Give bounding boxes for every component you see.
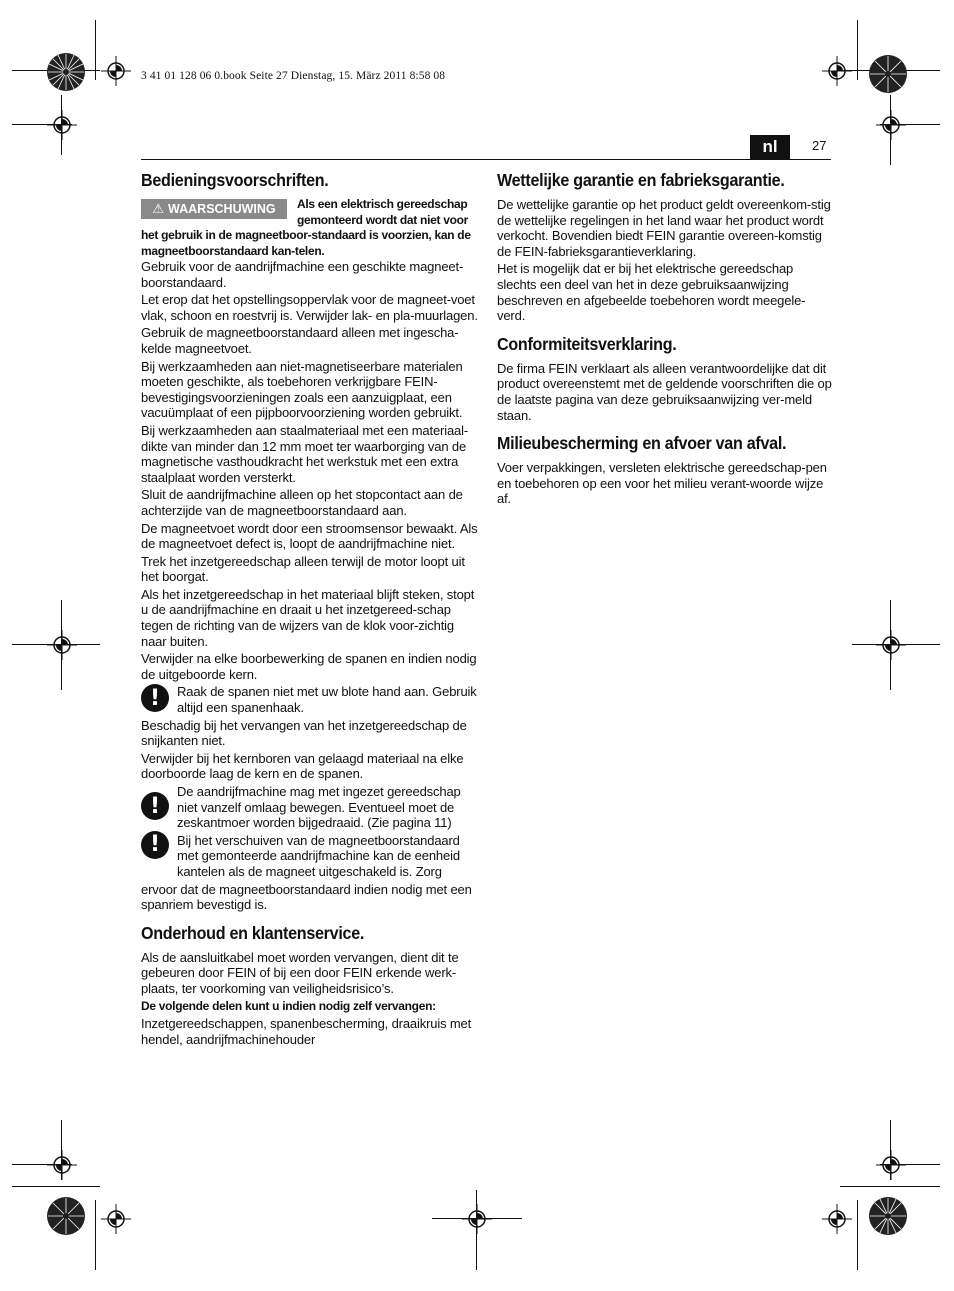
crosshair-icon <box>101 1204 131 1234</box>
crosshair-icon <box>822 1204 852 1234</box>
paragraph: Als de aansluitkabel moet worden vervangen, dient dit te gebeuren door FEIN of bij een door FEIN erkende werk-plaats, ter voorkoming van veiligheidsrisico’s. <box>141 949 459 996</box>
paragraph: Voer verpakkingen, versleten elektrische gereedschap-pen en toebehoren op een voor het milieu verant-woorde wijze af. <box>497 460 827 507</box>
caution-note <box>141 833 478 880</box>
warning-triangle-icon: ⚠ <box>152 201 164 216</box>
paragraph: De magneetvoet wordt door een stroomsensor bewaakt. Als de magneetvoet defect is, loopt de aandrijfmachine niet. <box>141 520 478 552</box>
section-title-warranty: Wettelijke garantie en fabrieksgarantie. <box>497 170 785 190</box>
crosshair-icon <box>47 630 77 660</box>
section-title-operating-instructions: Bedieningsvoorschriften. <box>141 170 329 190</box>
crosshair-icon <box>876 630 906 660</box>
header-rule <box>141 159 831 160</box>
caution-note <box>141 684 478 715</box>
paragraph: Gebruik de magneetboorstandaard alleen met ingescha-kelde magneetvoet. <box>141 325 459 356</box>
right-column <box>497 170 833 509</box>
warning-label: WAARSCHUWING <box>168 202 276 216</box>
paragraph: Sluit de aandrijfmachine alleen op het stopcontact aan de achterzijde van de magneetboorstandaard aan. <box>141 487 463 518</box>
crosshair-icon <box>876 1150 906 1180</box>
language-tab: nl <box>750 135 790 159</box>
paragraph: Trek het inzetgereedschap alleen terwijl de motor loopt uit het boorgat. <box>141 553 465 585</box>
warning-block <box>141 197 478 259</box>
crosshair-icon <box>101 56 131 86</box>
paragraph: Let erop dat het opstellingsoppervlak voor de magneet-voet vlak, schoon en roestvrij is. Verwijder lak- en pla-muurlagen. <box>141 292 478 323</box>
paragraph: Beschadig bij het vervangen van het inzetgereedschap de snijkanten niet. <box>141 717 467 749</box>
section-title-environment: Milieubescherming en afvoer van afval. <box>497 433 787 454</box>
exclamation-icon: ! <box>141 792 169 820</box>
paragraph: ervoor dat de magneetboorstandaard indien nodig met een spanriem bevestigd is. <box>141 881 472 913</box>
crosshair-icon <box>822 56 852 86</box>
registration-rosette-icon <box>868 54 908 94</box>
paragraph: Inzetgereedschappen, spanenbescherming, draaikruis met hendel, aandrijfmachinehouder <box>141 1016 472 1047</box>
note-text: Bij het verschuiven van de magneetboorstandaard met gemonteerde aandrijfmachine kan de eenheid kantelen als de magneet uitgeschakeld is. Zorg <box>177 832 460 879</box>
registration-rosette-icon <box>868 1196 908 1236</box>
exclamation-icon: ! <box>141 684 169 712</box>
crosshair-icon <box>876 110 906 140</box>
note-text: Raak de spanen niet met uw blote hand aan. Gebruik altijd een spanenhaak. <box>177 684 477 716</box>
paragraph: Verwijder bij het kernboren van gelaagd materiaal na elke doorboorde laag de kern en de spanen. <box>141 750 464 782</box>
warning-badge <box>141 199 287 219</box>
paragraph: De firma FEIN verklaart als alleen verantwoordelijke dat dit product overeenstemt met de geldende voorschriften die op de laatste pagina van deze gebruiksaanwijzing ver-meld staan. <box>497 360 832 423</box>
page-number: 27 <box>812 138 827 153</box>
exclamation-icon: ! <box>141 831 169 859</box>
caution-note <box>141 784 478 831</box>
paragraph: Verwijder na elke boorbewerking de spanen en indien nodig de uitgeboorde kern. <box>141 651 477 682</box>
file-info: 3 41 01 128 06 0.book Seite 27 Dienstag, 15. März 2011 8:58 08 <box>141 70 446 82</box>
crosshair-icon <box>462 1204 492 1234</box>
crosshair-icon <box>47 1150 77 1180</box>
paragraph: Het is mogelijk dat er bij het elektrische gereedschap slechts een deel van het in deze gebruiksaanwijzing beschreven en afgebeelde toebehoren wordt meegele-verd. <box>497 261 806 324</box>
section-title-conformity: Conformiteitsverklaring. <box>497 333 677 354</box>
warning-text: Als een elektrisch gereedschap gemonteerd wordt dat niet voor het gebruik in de magneetboor-standaard is voorzien, kan de magneetboorstandaard kan-telen. <box>141 197 471 258</box>
paragraph: Gebruik voor de aandrijfmachine een geschikte magneet-boorstandaard. <box>141 259 464 290</box>
crosshair-icon <box>47 110 77 140</box>
paragraph: Bij werkzaamheden aan staalmateriaal met een materiaal-dikte van minder dan 12 mm moet ter waarborging van de magnetische vasthoudkracht het werkstuk met een extra staalplaat worden versterkt. <box>141 422 469 485</box>
note-text: De aandrijfmachine mag met ingezet gereedschap niet vanzelf omlaag bewegen. Eventueel moet de zeskantmoer worden bijgedraaid. (Zie pagina 11) <box>177 784 461 831</box>
paragraph-bold: De volgende delen kunt u indien nodig zelf vervangen: <box>141 998 436 1013</box>
paragraph: Bij werkzaamheden aan niet-magnetiseerbare materialen moeten geschikte, als toebehoren verkrijgbare FEIN-bevestigingsvoorzieningen zoals een aanzuigplaat, een vacuümplaat of een pijpboorvoorziening worden gebruikt. <box>141 358 463 421</box>
paragraph: De wettelijke garantie op het product geldt overeenkom-stig de wettelijke regelingen in het land waar het product wordt verkocht. Bovendien biedt FEIN garantie overeen-komstig de FEIN-fabrieksgarantieverklaring. <box>497 197 831 259</box>
registration-rosette-icon <box>46 52 86 92</box>
left-column <box>141 170 478 1049</box>
section-title-maintenance: Onderhoud en klantenservice. <box>141 922 365 943</box>
paragraph: Als het inzetgereedschap in het materiaal blijft steken, stopt u de aandrijfmachine en draait u het inzetgereed-schap tegen de richting van de wijzers van de klok voor-zichtig naar buiten. <box>141 586 475 649</box>
registration-rosette-icon <box>46 1196 86 1236</box>
